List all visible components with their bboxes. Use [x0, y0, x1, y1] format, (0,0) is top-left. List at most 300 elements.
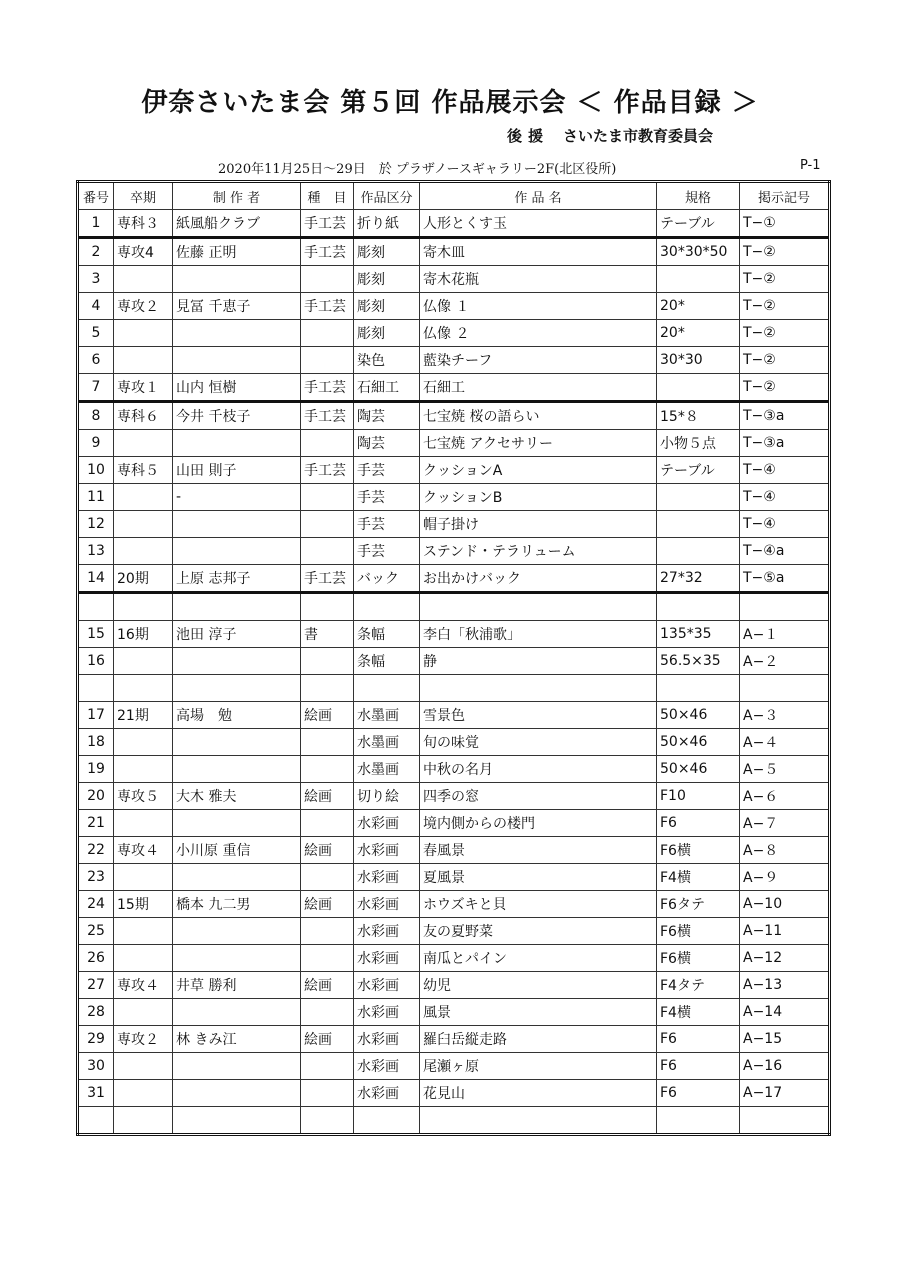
support-label: 後援	[507, 127, 550, 145]
work-kind	[301, 1080, 354, 1107]
header-category: 作品区分	[354, 182, 420, 210]
graduation-period	[114, 999, 173, 1026]
page-number: P-1	[800, 158, 821, 173]
separator-cell	[740, 1107, 830, 1135]
row-number: 4	[78, 293, 114, 320]
separator-cell	[78, 675, 114, 702]
table-row	[78, 891, 830, 918]
graduation-period	[114, 430, 173, 457]
work-kind	[301, 756, 354, 783]
work-category: 陶芸	[354, 402, 420, 430]
work-category: 水彩画	[354, 945, 420, 972]
work-size	[657, 538, 740, 565]
separator-row	[78, 593, 830, 621]
graduation-period	[114, 538, 173, 565]
display-code: A−12	[740, 945, 830, 972]
artist-name	[173, 999, 301, 1026]
work-category: バック	[354, 565, 420, 593]
work-category: 水彩画	[354, 1053, 420, 1080]
table-row	[78, 511, 830, 538]
work-size: F6	[657, 1026, 740, 1053]
work-size: F4タテ	[657, 972, 740, 999]
work-category: 陶芸	[354, 430, 420, 457]
work-kind: 書	[301, 621, 354, 648]
work-size: F6横	[657, 837, 740, 864]
display-code: T−②	[740, 374, 830, 402]
work-category: 条幅	[354, 648, 420, 675]
work-category: 彫刻	[354, 293, 420, 320]
table-row	[78, 347, 830, 374]
artist-name	[173, 430, 301, 457]
table-row	[78, 457, 830, 484]
display-code: A−16	[740, 1053, 830, 1080]
work-category: 染色	[354, 347, 420, 374]
artist-name	[173, 538, 301, 565]
separator-cell	[657, 593, 740, 621]
header-period: 卒期	[114, 182, 173, 210]
work-kind: 絵画	[301, 783, 354, 810]
graduation-period: 15期	[114, 891, 173, 918]
display-code: A−８	[740, 837, 830, 864]
work-size: テーブル	[657, 210, 740, 238]
artist-name: 橋本 九二男	[173, 891, 301, 918]
artist-name: 今井 千枝子	[173, 402, 301, 430]
graduation-period	[114, 945, 173, 972]
graduation-period: 20期	[114, 565, 173, 593]
work-size: F6	[657, 1053, 740, 1080]
display-code: T−②	[740, 347, 830, 374]
work-kind	[301, 266, 354, 293]
header-size: 規格	[657, 182, 740, 210]
work-size: F6横	[657, 918, 740, 945]
work-category: 水彩画	[354, 999, 420, 1026]
work-size: 50×46	[657, 702, 740, 729]
graduation-period	[114, 1080, 173, 1107]
artist-name	[173, 648, 301, 675]
table-row	[78, 702, 830, 729]
table-row	[78, 293, 830, 320]
work-category: 水彩画	[354, 1080, 420, 1107]
work-size: 20*	[657, 293, 740, 320]
row-number: 18	[78, 729, 114, 756]
work-title: 友の夏野菜	[420, 918, 657, 945]
row-number: 17	[78, 702, 114, 729]
work-title: 中秋の名月	[420, 756, 657, 783]
graduation-period	[114, 810, 173, 837]
artist-name: 林 きみ江	[173, 1026, 301, 1053]
work-size: 小物５点	[657, 430, 740, 457]
work-title: 寄木花瓶	[420, 266, 657, 293]
graduation-period	[114, 864, 173, 891]
separator-cell	[420, 593, 657, 621]
work-category: 彫刻	[354, 238, 420, 266]
row-number: 26	[78, 945, 114, 972]
header-kind: 種 目	[301, 182, 354, 210]
work-category: 彫刻	[354, 320, 420, 347]
row-number: 10	[78, 457, 114, 484]
graduation-period: 専攻4	[114, 238, 173, 266]
artist-name	[173, 756, 301, 783]
display-code: T−⑤a	[740, 565, 830, 593]
work-category: 水彩画	[354, 918, 420, 945]
artist-name: 小川原 重信	[173, 837, 301, 864]
table-row	[78, 1053, 830, 1080]
artist-name: 池田 淳子	[173, 621, 301, 648]
row-number: 12	[78, 511, 114, 538]
page-title: 伊奈さいたま会 第５回 作品展示会 ＜ 作品目録 ＞	[141, 88, 759, 118]
artist-name: 上原 志邦子	[173, 565, 301, 593]
work-size: F6	[657, 810, 740, 837]
row-number: 28	[78, 999, 114, 1026]
work-category: 条幅	[354, 621, 420, 648]
work-category: 水彩画	[354, 864, 420, 891]
separator-cell	[301, 1107, 354, 1135]
work-size: 50×46	[657, 756, 740, 783]
graduation-period	[114, 729, 173, 756]
display-code: T−③a	[740, 430, 830, 457]
work-size: F10	[657, 783, 740, 810]
separator-cell	[354, 675, 420, 702]
separator-cell	[301, 675, 354, 702]
row-number: 15	[78, 621, 114, 648]
display-code: A−９	[740, 864, 830, 891]
work-kind: 絵画	[301, 837, 354, 864]
work-category: 水墨画	[354, 702, 420, 729]
work-title: ホウズキと貝	[420, 891, 657, 918]
work-title: 藍染チーフ	[420, 347, 657, 374]
work-size	[657, 266, 740, 293]
work-category: 切り絵	[354, 783, 420, 810]
row-number: 23	[78, 864, 114, 891]
display-code: T−④	[740, 457, 830, 484]
work-title: クッションB	[420, 484, 657, 511]
work-kind: 手工芸	[301, 374, 354, 402]
graduation-period	[114, 320, 173, 347]
display-code: A−15	[740, 1026, 830, 1053]
work-title: 旬の味覚	[420, 729, 657, 756]
table-row	[78, 945, 830, 972]
display-code: A−２	[740, 648, 830, 675]
separator-cell	[173, 675, 301, 702]
display-code: T−②	[740, 320, 830, 347]
graduation-period	[114, 1053, 173, 1080]
artist-name: 紙風船クラブ	[173, 210, 301, 238]
display-code: T−④	[740, 484, 830, 511]
work-size: 27*32	[657, 565, 740, 593]
separator-cell	[301, 593, 354, 621]
separator-row	[78, 1107, 830, 1135]
table-row	[78, 1080, 830, 1107]
table-row	[78, 729, 830, 756]
table-row	[78, 918, 830, 945]
work-title: クッションA	[420, 457, 657, 484]
work-category: 石細工	[354, 374, 420, 402]
artist-name	[173, 1080, 301, 1107]
work-title: 羅臼岳縦走路	[420, 1026, 657, 1053]
display-code: A−３	[740, 702, 830, 729]
work-title: 春風景	[420, 837, 657, 864]
work-category: 手芸	[354, 511, 420, 538]
row-number: 2	[78, 238, 114, 266]
work-size: F6	[657, 1080, 740, 1107]
row-number: 7	[78, 374, 114, 402]
display-code: A−５	[740, 756, 830, 783]
display-code: A−17	[740, 1080, 830, 1107]
display-code: T−④	[740, 511, 830, 538]
display-code: T−①	[740, 210, 830, 238]
graduation-period	[114, 511, 173, 538]
header-number: 番号	[78, 182, 114, 210]
display-code: A−13	[740, 972, 830, 999]
row-number: 9	[78, 430, 114, 457]
work-kind: 手工芸	[301, 293, 354, 320]
work-title: 四季の窓	[420, 783, 657, 810]
work-title: 帽子掛け	[420, 511, 657, 538]
catalog-table	[76, 180, 831, 1136]
table-row	[78, 783, 830, 810]
row-number: 21	[78, 810, 114, 837]
artist-name: 佐藤 正明	[173, 238, 301, 266]
date-venue-line: 2020年11月25日～29日 於 プラザノースギャラリー2F(北区役所)	[218, 162, 617, 177]
row-number: 20	[78, 783, 114, 810]
table-row	[78, 430, 830, 457]
work-size: F4横	[657, 864, 740, 891]
table-row	[78, 810, 830, 837]
support-line	[507, 125, 713, 146]
work-title: 尾瀬ヶ原	[420, 1053, 657, 1080]
work-title: 寄木皿	[420, 238, 657, 266]
separator-cell	[354, 593, 420, 621]
graduation-period: 専攻４	[114, 972, 173, 999]
work-category: 水彩画	[354, 972, 420, 999]
table-row	[78, 648, 830, 675]
table-row	[78, 621, 830, 648]
artist-name: 高場 勉	[173, 702, 301, 729]
work-kind	[301, 810, 354, 837]
display-code: T−④a	[740, 538, 830, 565]
display-code: T−②	[740, 266, 830, 293]
row-number: 24	[78, 891, 114, 918]
table-row	[78, 972, 830, 999]
work-kind	[301, 538, 354, 565]
work-kind: 手工芸	[301, 238, 354, 266]
separator-cell	[420, 675, 657, 702]
table-row	[78, 864, 830, 891]
graduation-period	[114, 648, 173, 675]
work-size: 20*	[657, 320, 740, 347]
work-title: 七宝焼 アクセサリー	[420, 430, 657, 457]
work-title: 人形とくす玉	[420, 210, 657, 238]
graduation-period: 16期	[114, 621, 173, 648]
work-kind	[301, 320, 354, 347]
work-kind: 手工芸	[301, 402, 354, 430]
work-title: 李白「秋浦歌」	[420, 621, 657, 648]
row-number: 6	[78, 347, 114, 374]
graduation-period	[114, 484, 173, 511]
work-category: 折り紙	[354, 210, 420, 238]
work-kind	[301, 484, 354, 511]
work-category: 水墨画	[354, 756, 420, 783]
table-row	[78, 238, 830, 266]
work-kind	[301, 729, 354, 756]
display-code: T−②	[740, 293, 830, 320]
work-size: F6横	[657, 945, 740, 972]
separator-cell	[420, 1107, 657, 1135]
separator-cell	[740, 675, 830, 702]
work-kind: 手工芸	[301, 565, 354, 593]
row-number: 25	[78, 918, 114, 945]
display-code: T−③a	[740, 402, 830, 430]
work-title: ステンド・テラリューム	[420, 538, 657, 565]
artist-name: 山内 恒樹	[173, 374, 301, 402]
separator-cell	[78, 1107, 114, 1135]
row-number: 8	[78, 402, 114, 430]
artist-name: -	[173, 484, 301, 511]
artist-name: 大木 雅夫	[173, 783, 301, 810]
separator-cell	[114, 675, 173, 702]
work-kind	[301, 648, 354, 675]
graduation-period: 専科３	[114, 210, 173, 238]
work-kind: 絵画	[301, 891, 354, 918]
work-category: 水彩画	[354, 1026, 420, 1053]
header-artist: 制 作 者	[173, 182, 301, 210]
display-code: A−14	[740, 999, 830, 1026]
table-row	[78, 484, 830, 511]
header-display-code: 掲示記号	[740, 182, 830, 210]
table-row	[78, 837, 830, 864]
table-row	[78, 266, 830, 293]
work-title: 幼児	[420, 972, 657, 999]
display-code: A−10	[740, 891, 830, 918]
work-title: 南瓜とパイン	[420, 945, 657, 972]
separator-row	[78, 675, 830, 702]
graduation-period: 専科６	[114, 402, 173, 430]
row-number: 1	[78, 210, 114, 238]
work-category: 手芸	[354, 538, 420, 565]
work-kind	[301, 430, 354, 457]
separator-cell	[354, 1107, 420, 1135]
work-kind: 手工芸	[301, 210, 354, 238]
display-code: A−４	[740, 729, 830, 756]
work-kind	[301, 999, 354, 1026]
work-category: 手芸	[354, 484, 420, 511]
display-code: A−11	[740, 918, 830, 945]
row-number: 14	[78, 565, 114, 593]
row-number: 30	[78, 1053, 114, 1080]
work-title: 静	[420, 648, 657, 675]
artist-name: 見冨 千恵子	[173, 293, 301, 320]
table-row	[78, 402, 830, 430]
separator-cell	[114, 593, 173, 621]
work-size	[657, 374, 740, 402]
display-code: A−６	[740, 783, 830, 810]
work-kind	[301, 945, 354, 972]
work-size: 135*35	[657, 621, 740, 648]
artist-name	[173, 320, 301, 347]
separator-cell	[173, 1107, 301, 1135]
work-kind	[301, 864, 354, 891]
work-size: 56.5×35	[657, 648, 740, 675]
artist-name	[173, 266, 301, 293]
work-title: 仏像 ２	[420, 320, 657, 347]
work-kind: 絵画	[301, 972, 354, 999]
display-code: A−７	[740, 810, 830, 837]
graduation-period	[114, 918, 173, 945]
work-title: 雪景色	[420, 702, 657, 729]
header-work-title: 作 品 名	[420, 182, 657, 210]
graduation-period: 専攻１	[114, 374, 173, 402]
work-category: 水彩画	[354, 810, 420, 837]
table-row	[78, 1026, 830, 1053]
row-number: 3	[78, 266, 114, 293]
artist-name	[173, 918, 301, 945]
artist-name	[173, 347, 301, 374]
artist-name	[173, 864, 301, 891]
work-size: 30*30	[657, 347, 740, 374]
separator-cell	[657, 675, 740, 702]
graduation-period: 専攻５	[114, 783, 173, 810]
work-size: 15*８	[657, 402, 740, 430]
work-title: 境内側からの楼門	[420, 810, 657, 837]
table-header-row	[78, 182, 830, 210]
table-row	[78, 374, 830, 402]
work-category: 水彩画	[354, 891, 420, 918]
artist-name	[173, 945, 301, 972]
row-number: 22	[78, 837, 114, 864]
row-number: 13	[78, 538, 114, 565]
artist-name	[173, 511, 301, 538]
display-code: A−１	[740, 621, 830, 648]
work-size: 30*30*50	[657, 238, 740, 266]
work-title: 仏像 １	[420, 293, 657, 320]
display-code: T−②	[740, 238, 830, 266]
work-size: F6タテ	[657, 891, 740, 918]
separator-cell	[114, 1107, 173, 1135]
graduation-period	[114, 756, 173, 783]
row-number: 27	[78, 972, 114, 999]
work-kind: 絵画	[301, 1026, 354, 1053]
graduation-period	[114, 266, 173, 293]
separator-cell	[740, 593, 830, 621]
row-number: 31	[78, 1080, 114, 1107]
row-number: 19	[78, 756, 114, 783]
row-number: 29	[78, 1026, 114, 1053]
artist-name	[173, 729, 301, 756]
graduation-period: 専攻４	[114, 837, 173, 864]
table-row	[78, 210, 830, 238]
row-number: 11	[78, 484, 114, 511]
work-title: 石細工	[420, 374, 657, 402]
artist-name	[173, 1053, 301, 1080]
separator-cell	[173, 593, 301, 621]
table-row	[78, 320, 830, 347]
row-number: 5	[78, 320, 114, 347]
work-title: 七宝焼 桜の語らい	[420, 402, 657, 430]
table-row	[78, 565, 830, 593]
work-kind	[301, 511, 354, 538]
work-category: 手芸	[354, 457, 420, 484]
graduation-period	[114, 347, 173, 374]
work-title: 花見山	[420, 1080, 657, 1107]
work-kind	[301, 347, 354, 374]
separator-cell	[657, 1107, 740, 1135]
graduation-period: 専科５	[114, 457, 173, 484]
work-title: お出かけバック	[420, 565, 657, 593]
table-row	[78, 756, 830, 783]
work-kind: 絵画	[301, 702, 354, 729]
work-size	[657, 484, 740, 511]
work-title: 風景	[420, 999, 657, 1026]
